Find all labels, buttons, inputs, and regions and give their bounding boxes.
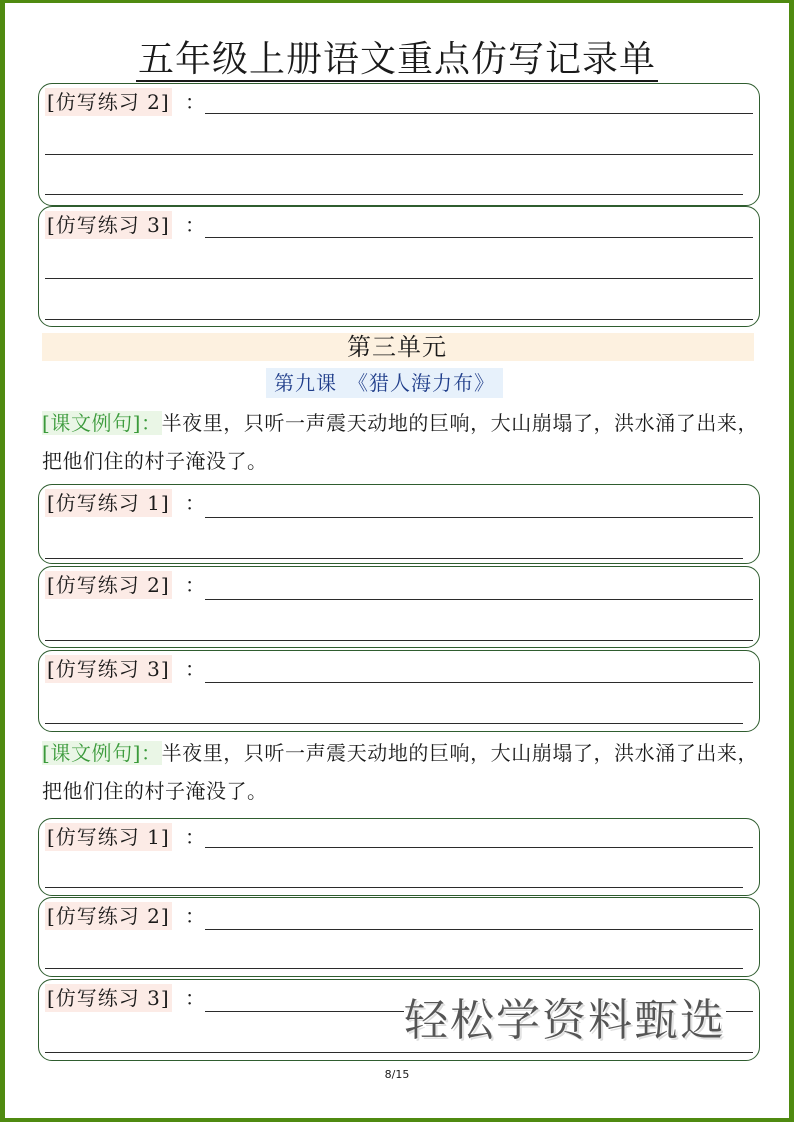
exercise-box[interactable] bbox=[38, 650, 760, 732]
writing-line bbox=[205, 682, 753, 683]
exercise-label: [仿写练习 3] bbox=[47, 657, 170, 681]
writing-line bbox=[45, 319, 753, 320]
writing-line bbox=[45, 723, 743, 724]
colon: ： bbox=[185, 213, 205, 237]
exercise-label: [仿写练习 3] bbox=[47, 213, 170, 237]
writing-line bbox=[45, 1052, 753, 1053]
colon: ： bbox=[185, 986, 205, 1010]
colon: ： bbox=[185, 90, 205, 114]
page-number: 8/15 bbox=[384, 1068, 410, 1081]
exercise-label: [仿写练习 2] bbox=[47, 904, 170, 928]
writing-line bbox=[45, 558, 743, 559]
example-sentence bbox=[42, 404, 758, 480]
example-text: 半夜里，只听一声震天动地的巨响，大山崩塌了，洪水涌了出来，把他们住的村子淹没了。 bbox=[42, 741, 759, 803]
writing-line bbox=[45, 640, 753, 641]
writing-line bbox=[205, 113, 753, 114]
writing-line bbox=[45, 194, 743, 195]
exercise-box[interactable] bbox=[38, 818, 760, 896]
exercise-box[interactable] bbox=[38, 206, 760, 327]
writing-line bbox=[45, 154, 753, 155]
lesson-title: 第九课 《猎人海力布》 bbox=[266, 368, 503, 398]
watermark: 轻松学资料甄选 bbox=[404, 990, 726, 1052]
colon: ： bbox=[185, 825, 205, 849]
exercise-label: [仿写练习 1] bbox=[47, 825, 170, 849]
exercise-label: [仿写练习 2] bbox=[47, 90, 170, 114]
example-sentence bbox=[42, 734, 758, 810]
exercise-box[interactable] bbox=[38, 83, 760, 206]
colon: ： bbox=[185, 904, 205, 928]
writing-line bbox=[205, 599, 753, 600]
writing-line bbox=[45, 278, 753, 279]
exercise-label: [仿写练习 1] bbox=[47, 491, 170, 515]
example-label: [课文例句]： bbox=[42, 411, 162, 435]
example-label: [课文例句]： bbox=[42, 741, 162, 765]
exercise-box[interactable] bbox=[38, 484, 760, 564]
colon: ： bbox=[185, 657, 205, 681]
example-text: 半夜里，只听一声震天动地的巨响，大山崩塌了，洪水涌了出来，把他们住的村子淹没了。 bbox=[42, 411, 759, 473]
exercise-box[interactable] bbox=[38, 897, 760, 977]
writing-line bbox=[45, 968, 743, 969]
colon: ： bbox=[185, 491, 205, 515]
writing-line bbox=[205, 847, 753, 848]
writing-line bbox=[45, 887, 743, 888]
exercise-box[interactable] bbox=[38, 566, 760, 648]
writing-line bbox=[205, 929, 753, 930]
colon: ： bbox=[185, 573, 205, 597]
unit-title: 第三单元 bbox=[347, 333, 447, 361]
exercise-label: [仿写练习 3] bbox=[47, 986, 170, 1010]
writing-line bbox=[205, 237, 753, 238]
writing-line bbox=[205, 517, 753, 518]
page-title: 五年级上册语文重点仿写记录单 bbox=[137, 39, 656, 80]
exercise-label: [仿写练习 2] bbox=[47, 573, 170, 597]
